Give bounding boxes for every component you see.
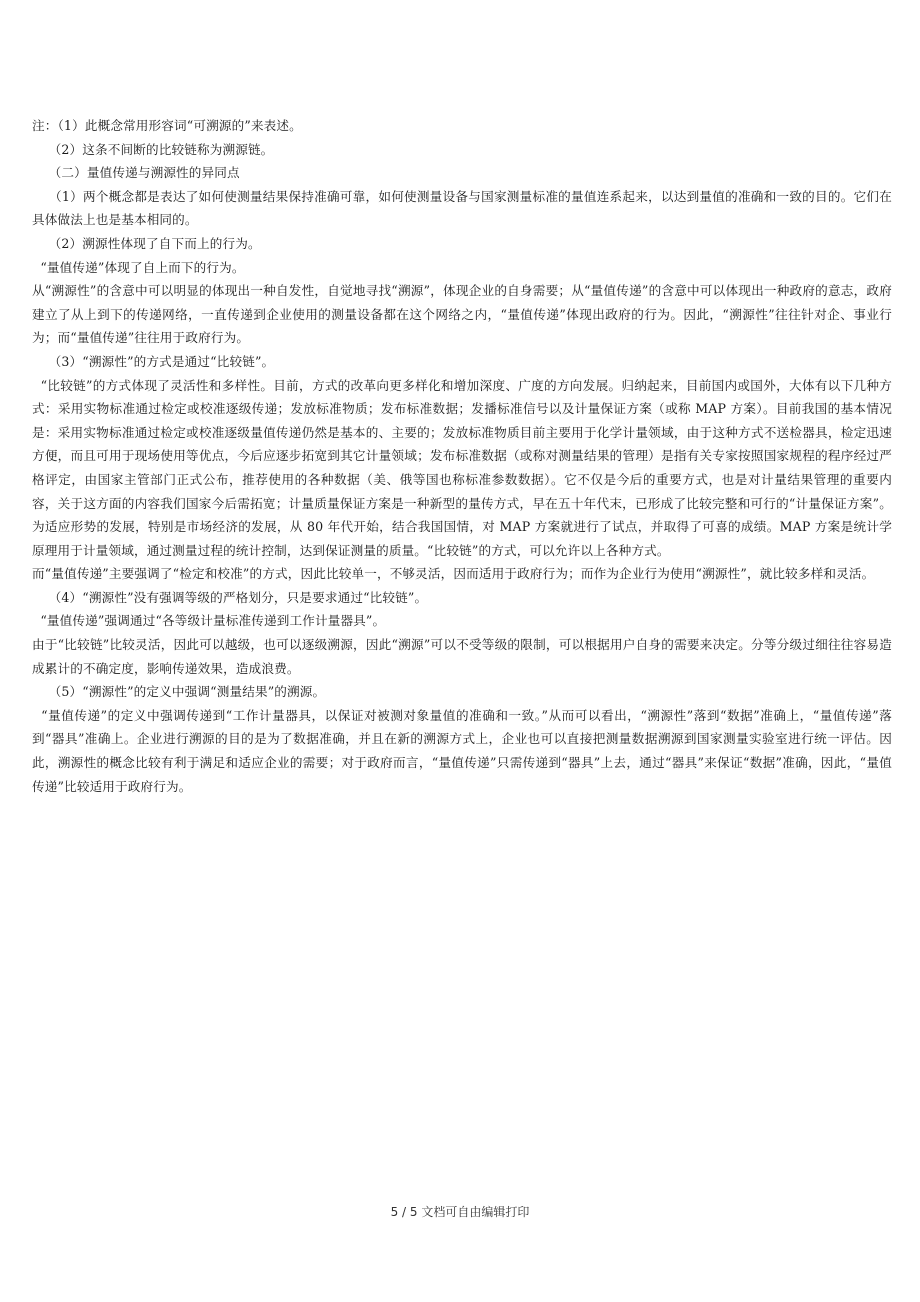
paragraph: （1）两个概念都是表达了如何使测量结果保持准确可靠，如何使测量设备与国家测量标准的量值连系起来，以达到量值的准确和一致的目的。它们在具体做法上也是基本相同的。 <box>32 188 892 228</box>
section-heading: （二）量值传递与溯源性的异同点 <box>32 165 240 181</box>
paragraph: “量值传递”强调通过“各等级计量标准传递到工作计量器具”。 <box>32 613 386 629</box>
paragraph: “量值传递”的定义中强调传递到“工作计量器具，以保证对被测对象量值的准确和一致。”从而可以看出，“溯源性”落到“数据”准确上，“量值传递”落到“器具”准确上。企业进行溯源的目的是为了数据准确，并且在新的溯源方式上，企业也可以直接把测量数据溯源到国家测量实验室进行统一评估。因此，溯源性的概念比较有利于满足和适应企业的需要；对于政府而言，“量值传递”只需传递到“器具”上去，通过“器具”来保证“数据”准确，因此，“量值传递”比较适用于政府行为。 <box>32 707 892 794</box>
paragraph: “量值传递”体现了自上而下的行为。 <box>32 259 245 275</box>
paragraph-note-2: （2）这条不间断的比较链称为溯源链。 <box>32 141 274 157</box>
paragraph: 从“溯源性”的含意中可以明显的体现出一种自发性，自觉地寻找“溯源”，体现企业的自身需要；从“量值传递”的含意中可以体现出一种政府的意志，政府建立了从上到下的传递网络，一直传递到企业使用的测量设备都在这个网络之内，“量值传递”体现出政府的行为。因此，“溯源性”往往针对企、事业行为；而“量值传递”往往用于政府行为。 <box>32 283 892 346</box>
paragraph: （3）“溯源性”的方式是通过“比较链”。 <box>32 353 275 369</box>
paragraph-note: 注：（1）此概念常用形容词“可溯源的”来表述。 <box>32 118 302 133</box>
document-body <box>32 114 892 798</box>
paragraph: 由于“比较链”比较灵活，因此可以越级，也可以逐级溯源，因此“溯源”可以不受等级的限制，可以根据用户自身的需要来决定。分等分级过细往往容易造成累计的不确定度，影响传递效果，造成浪费。 <box>32 637 892 676</box>
paragraph: （4）“溯源性”没有强调等级的严格划分，只是要求通过“比较链”。 <box>32 589 428 605</box>
paragraph: 而“量值传递”主要强调了“检定和校准”的方式，因此比较单一，不够灵活，因而适用于政府行为；而作为企业行为使用“溯源性”，就比较多样和灵活。 <box>32 566 875 582</box>
paragraph: （2）溯源性体现了自下而上的行为。 <box>32 235 261 251</box>
page-footer: 5 / 5 文档可自由编辑打印 <box>390 1205 530 1219</box>
paragraph: “比较链”的方式体现了灵活性和多样性。目前，方式的改革向更多样化和增加深度、广度的方向发展。归纳起来，目前国内或国外，大体有以下几种方式：采用实物标准通过检定或校准逐级传递；发放标准物质；发布标准数据；发播标准信号以及计量保证方案（或称 MAP 方案）。目前我国的基本情况是：采用实物标准通过检定或校准逐级量值传递仍然是基本的、主要的；发放标准物质目前主要用于化学计量领域，由于这种方式不送检器具，检定迅速方便，而且可用于现场使用等优点，今后应逐步拓宽到其它计量领域；发布标准数据（或称对测量结果的管理）是指有关专家按照国家规程的程序经过严格评定，由国家主管部门正式公布，推荐使用的各种数据（美、俄等国也称标准参数数据）。它不仅是今后的重要方式，也是对计量结果管理的重要内容，关于这方面的内容我们国家今后需拓宽；计量质量保证方案是一种新型的量传方式，早在五十年代末，已形成了比较完整和可行的“计量保证方案”。为适应形势的发展，特别是市场经济的发展，从 80 年代开始，结合我国国情，对 MAP 方案就进行了试点，并取得了可喜的成绩。MAP 方案是统计学原理用于计量领域，通过测量过程的统计控制，达到保证测量的质量。“比较链”的方式，可以允许以上各种方式。 <box>32 377 892 558</box>
paragraph: （5）“溯源性”的定义中强调“测量结果”的溯源。 <box>32 684 326 700</box>
